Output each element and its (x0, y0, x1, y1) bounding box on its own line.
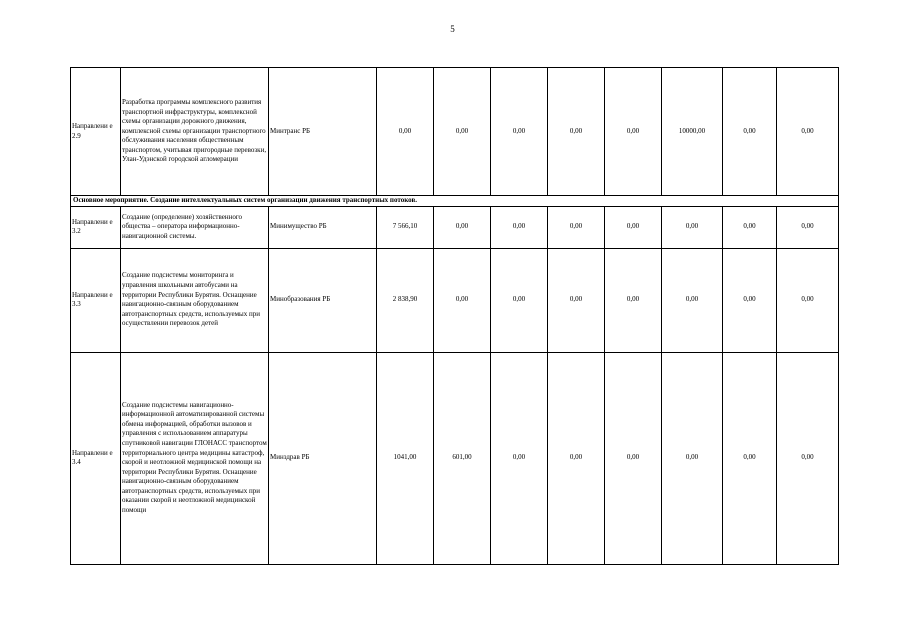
row-executor: Минздрав РБ (269, 352, 377, 564)
row-value: 0,00 (777, 206, 839, 248)
table-row (71, 352, 839, 564)
row-value: 0,00 (777, 248, 839, 352)
row-code: Направлени е 2.9 (71, 68, 121, 196)
row-executor: Минобразования РБ (269, 248, 377, 352)
row-value: 0,00 (491, 248, 548, 352)
program-table (70, 67, 839, 565)
row-value: 0,00 (434, 68, 491, 196)
row-value: 1041,00 (377, 352, 434, 564)
row-value: 0,00 (662, 206, 723, 248)
row-value: 0,00 (723, 248, 777, 352)
row-description: Разработка программы комплексного развития транспортной инфраструктуры, комплексной схемы организации дорожного движения, комплексной схемы организации транспортного обслуживания населения общественным транспортом, учитывая пригородные перевозки, Улан-Удэнской городской агломерации (121, 68, 269, 196)
row-value: 0,00 (434, 206, 491, 248)
section-title: Основное мероприятие. Создание интеллектуальных систем организации движения транспортных потоков. (71, 196, 839, 207)
row-description: Создание (определение) хозяйственного общества – оператора информационно-навигационной системы. (121, 206, 269, 248)
section-row (71, 196, 839, 207)
row-executor: Минимущество РБ (269, 206, 377, 248)
row-value: 0,00 (491, 68, 548, 196)
row-value: 0,00 (548, 206, 605, 248)
row-value: 0,00 (605, 68, 662, 196)
row-code: Направлени е 3.3 (71, 248, 121, 352)
row-value: 2 838,90 (377, 248, 434, 352)
table-row (71, 68, 839, 196)
row-code: Направлени е 3.4 (71, 352, 121, 564)
row-value: 0,00 (662, 352, 723, 564)
row-value: 0,00 (777, 68, 839, 196)
row-executor: Минтранс РБ (269, 68, 377, 196)
row-value: 0,00 (605, 352, 662, 564)
row-value: 0,00 (548, 352, 605, 564)
row-value: 7 566,10 (377, 206, 434, 248)
row-value: 0,00 (723, 68, 777, 196)
row-value: 0,00 (491, 206, 548, 248)
table-row (71, 206, 839, 248)
row-value: 0,00 (491, 352, 548, 564)
row-value: 0,00 (548, 248, 605, 352)
row-value: 0,00 (605, 206, 662, 248)
row-description: Создание подсистемы мониторинга и управления школьными автобусами на территории Республики Бурятия. Оснащение навигационно-связным оборудованием автотранспортных средств, используемых при осуществлении перевозок детей (121, 248, 269, 352)
row-value: 0,00 (662, 248, 723, 352)
row-value: 601,00 (434, 352, 491, 564)
row-value: 0,00 (548, 68, 605, 196)
row-value: 10000,00 (662, 68, 723, 196)
row-value: 0,00 (723, 206, 777, 248)
row-value: 0,00 (377, 68, 434, 196)
row-value: 0,00 (434, 248, 491, 352)
row-code: Направлени е 3.2 (71, 206, 121, 248)
page-number: 5 (450, 24, 455, 34)
row-value: 0,00 (605, 248, 662, 352)
row-description: Создание подсистемы навигационно-информационной автоматизированной системы обмена информацией, обработки вызовов и управления с использованием аппаратуры спутниковой навигации ГЛОНАСС транспортом территориального центра медицины катастроф, скорой и неотложной медицинской помощи на территории Республики Бурятия. Оснащение навигационно-связным оборудованием автотранспортных средств, используемых при оказании скорой и неотложной медицинской помощи (121, 352, 269, 564)
row-value: 0,00 (777, 352, 839, 564)
row-value: 0,00 (723, 352, 777, 564)
table-row (71, 248, 839, 352)
